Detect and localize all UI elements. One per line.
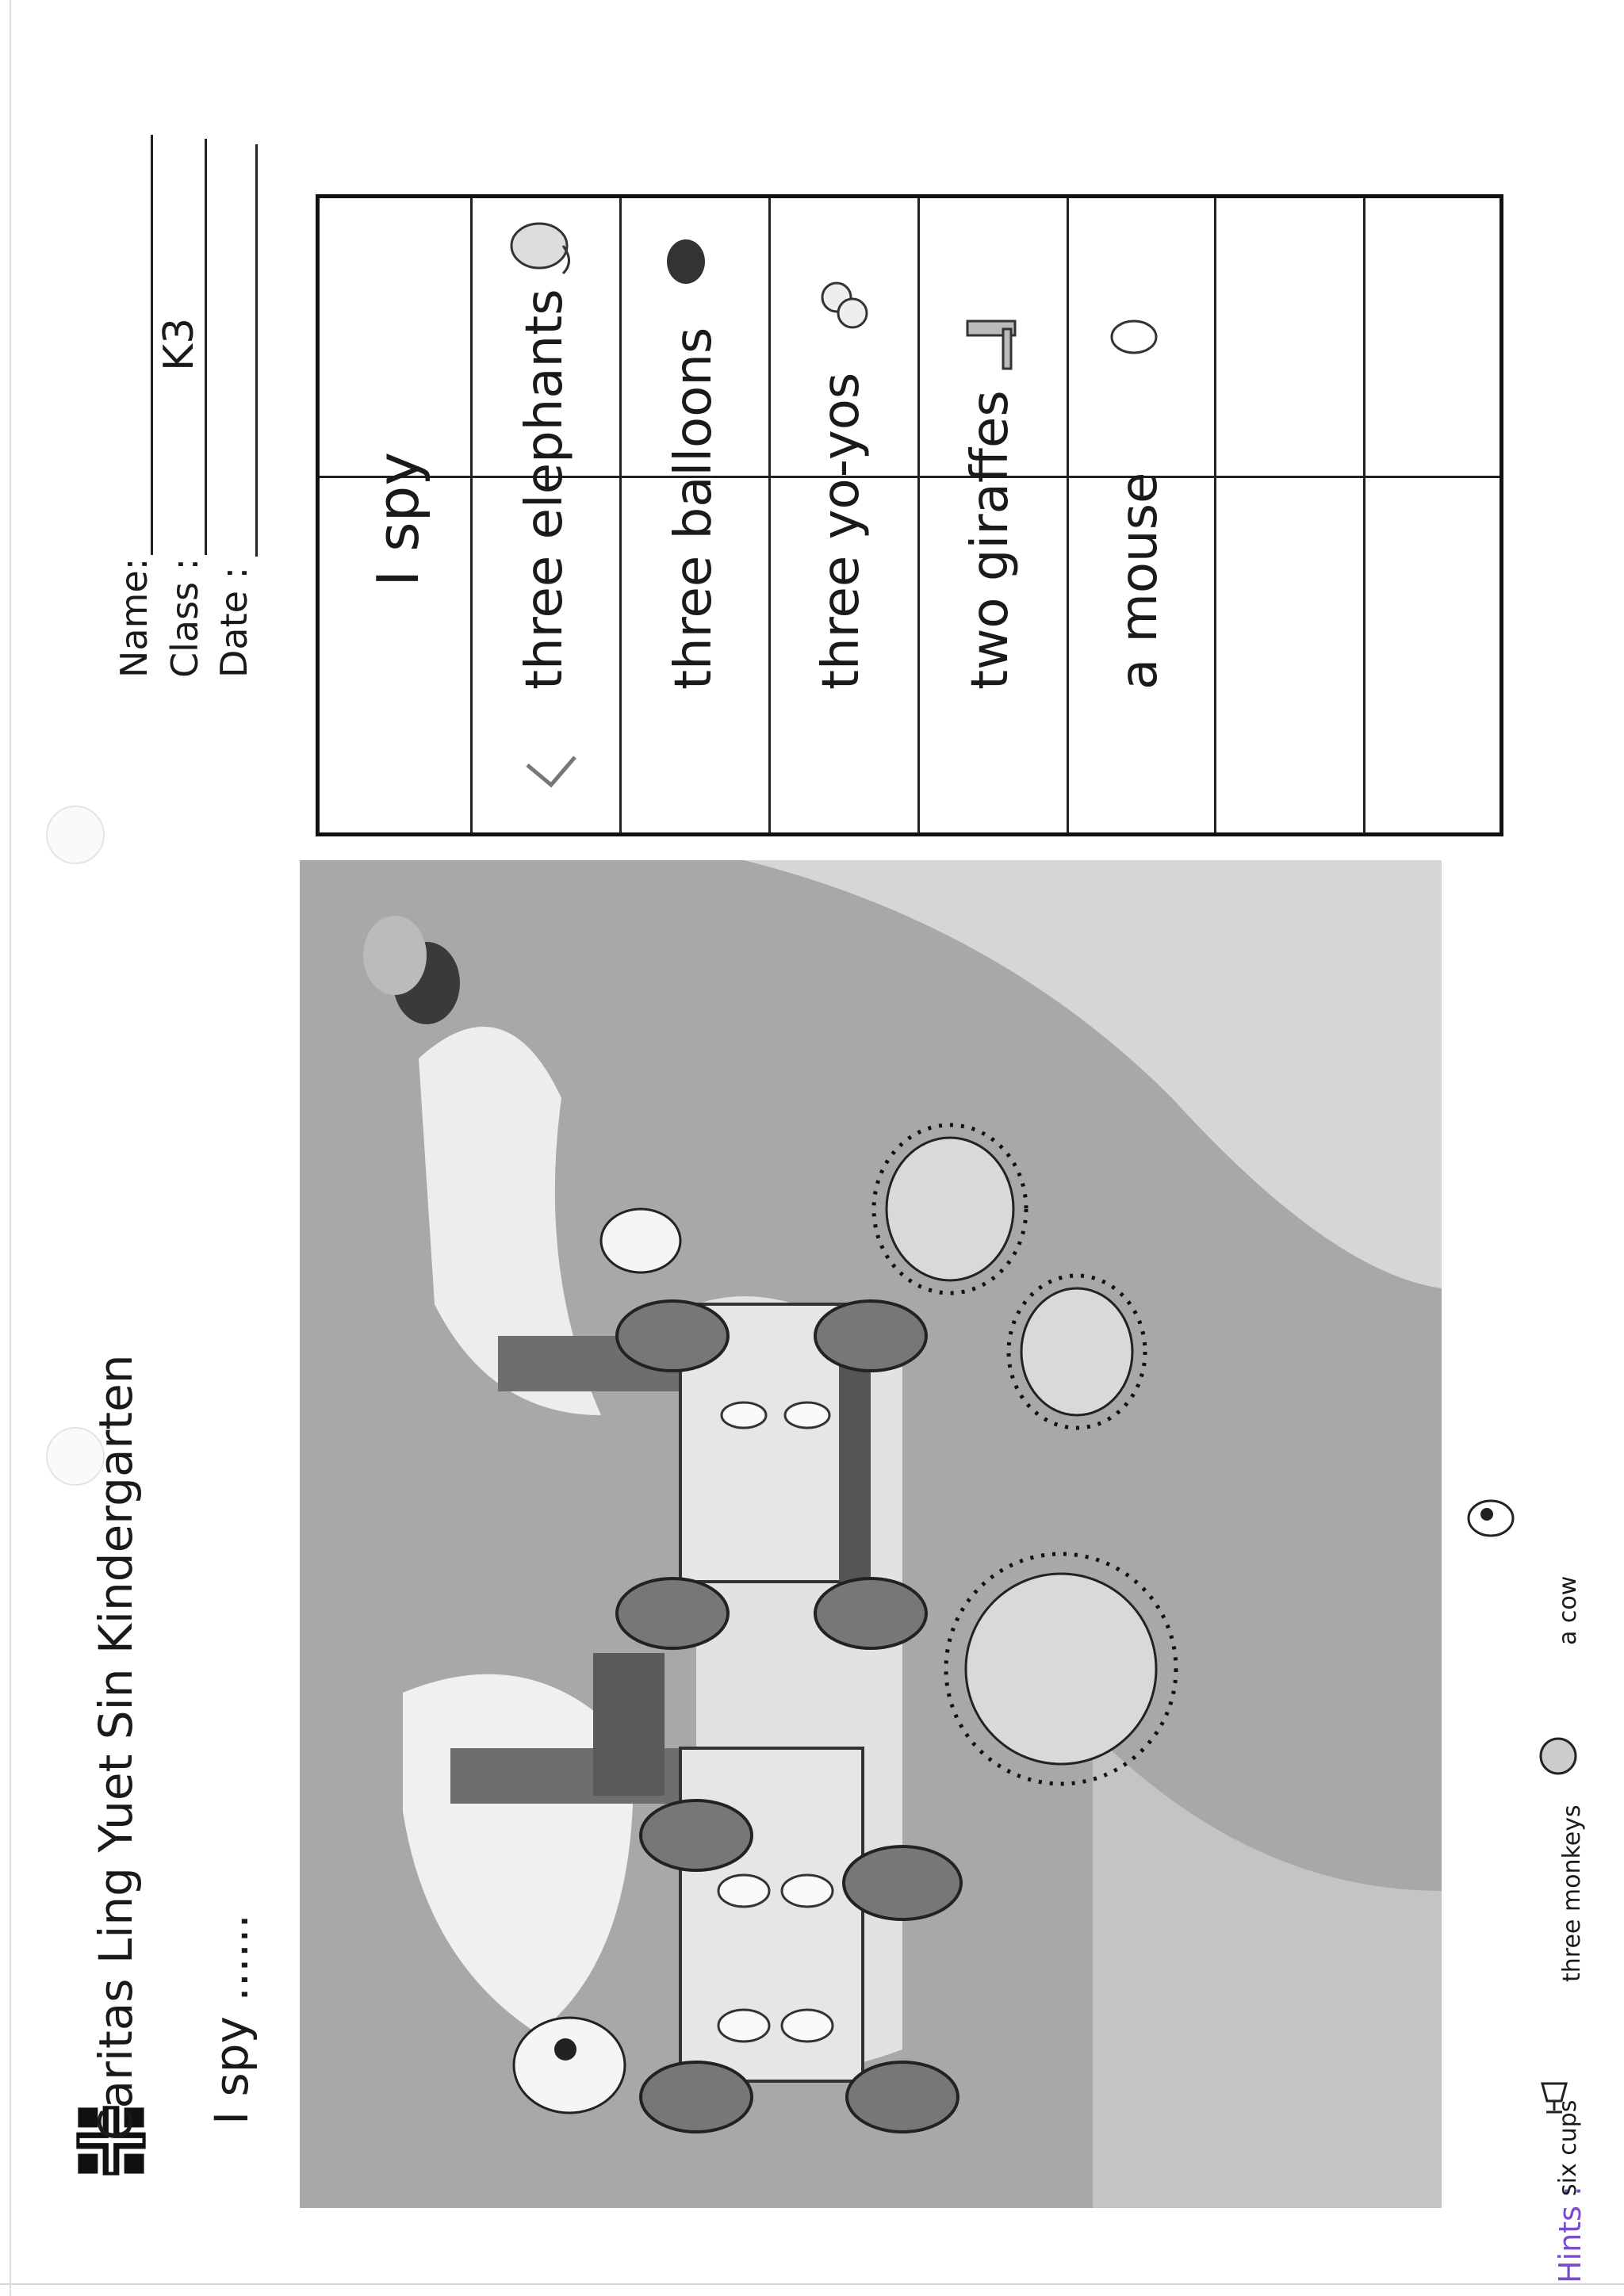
table-divider [470,198,473,832]
name-label: Name: [113,557,155,678]
hint-item: three monkeys [1558,1804,1586,1982]
class-label: Class : [163,557,206,678]
page-bottom-line [0,2283,1624,2285]
checkbox-giraffes[interactable] [933,718,1059,828]
name-field[interactable] [151,135,153,555]
checkmark-icon[interactable] [519,741,583,805]
mouse-icon [1106,309,1162,365]
table-divider [768,198,771,832]
class-value: K3 [155,317,203,371]
balloon-icon [662,238,718,293]
checklist-item: two giraffes [961,390,1020,690]
giraffe-icon [959,305,1023,377]
cow-icon [1459,1487,1522,1550]
checklist-item: three elephants [515,289,574,690]
hint-item: a cow [1554,1575,1582,1645]
table-divider [1067,198,1069,832]
page-margin-line [10,0,11,2296]
yoyo-icon [817,277,872,333]
activity-lead: I spy ...... [205,1914,259,2125]
cup-icon [1534,2077,1574,2117]
checklist-item: a mouse [1110,472,1169,690]
table-heading: I spy [365,452,431,587]
date-label: Date : [213,566,255,678]
hints-label: Hints : [1553,2186,1588,2283]
checklist-item: three yo-yos [812,372,871,690]
zoo-picnic-scene [300,860,1442,2208]
table-divider [1363,198,1365,832]
elephant-icon [508,214,579,277]
punch-hole [46,806,105,864]
table-divider [917,198,920,832]
table-divider [1214,198,1216,832]
date-field[interactable] [255,144,258,557]
class-field[interactable] [205,139,207,555]
hint-item: six cups [1554,2099,1582,2196]
checkbox-balloons[interactable] [634,718,761,828]
school-title: Caritas Ling Yuet Sin Kindergarten [89,1354,143,2141]
checklist-item: three balloons [665,327,723,690]
table-divider [320,476,1500,478]
checkbox-yoyos[interactable] [783,718,910,828]
monkey-icon [1530,1728,1586,1784]
table-divider [619,198,622,832]
checkbox-mouse[interactable] [1082,718,1208,828]
